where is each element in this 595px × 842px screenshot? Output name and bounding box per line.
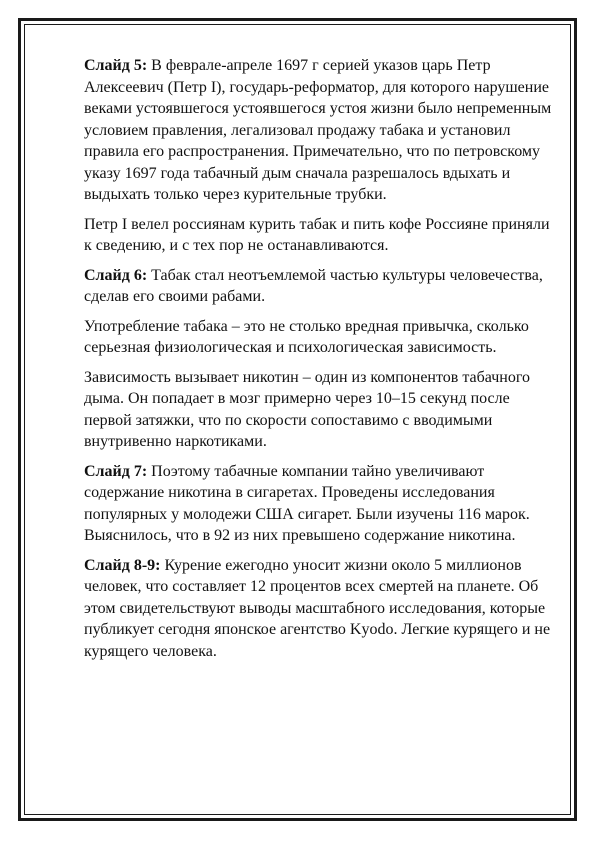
paragraph-dependency xyxy=(84,316,554,359)
paragraph-slide-7 xyxy=(84,461,554,547)
paragraph-text: В феврале-апреле 1697 г серией указов царь Петр Алексеевич (Петр I), государь-реформатор, для которого нарушение веками устоявшегося устоявшегося устоя жизни было непременным условием правления, легализовал продажу табака и установил правила его распространения. Примечательно, что по петровскому указу 1697 года табачный дым сначала разрешалось вдыхать и выдыхать только через курительные трубки. xyxy=(84,57,552,203)
slide-label: Слайд 5: xyxy=(84,57,148,74)
paragraph-text: Поэтому табачные компании тайно увеличивают содержание никотина в сигаретах. Проведены исследования популярных у молодежи США сигарет. Были изучены 116 марок. Выяснилось, что в 92 из них превышено содержание никотина. xyxy=(84,462,530,544)
slide-label: Слайд 7: xyxy=(84,462,148,480)
paragraph-nicotine xyxy=(84,367,554,453)
paragraph-text: Зависимость вызывает никотин – один из компонентов табачного дыма. Он попадает в мозг примерно через 10–15 секунд после первой затяжки, что по скорости сопоставимо с вводимыми внутривенно наркотиками. xyxy=(84,368,530,450)
paragraph-text: Употребление табака – это не столько вредная привычка, сколько серьезная физиологическая и психологическая зависимость. xyxy=(84,317,529,356)
paragraph-text: Табак стал неотъемлемой частью культуры человечества, сделав его своими рабами. xyxy=(84,266,543,305)
paragraph-text: Петр I велел россиянам курить табак и пить кофе Россияне приняли к сведению, и с тех пор не останавливаются. xyxy=(84,215,550,254)
paragraph-text: Курение ежегодно уносит жизни около 5 миллионов человек, что составляет 12 процентов всех смертей на планете. Об этом свидетельствуют выводы масштабного исследования, которые публикует сегодня японское агентство Kyodo. Легкие курящего и не курящего человека. xyxy=(84,556,551,660)
paragraph-slide-6 xyxy=(84,265,554,308)
paragraph-slide-8-9 xyxy=(84,555,554,663)
paragraph-peter-tobacco xyxy=(84,214,554,257)
slide-label: Слайд 6: xyxy=(84,266,148,284)
document-body xyxy=(84,55,554,670)
slide-label: Слайд 8-9: xyxy=(84,556,161,574)
paragraph-slide-5 xyxy=(84,55,554,206)
